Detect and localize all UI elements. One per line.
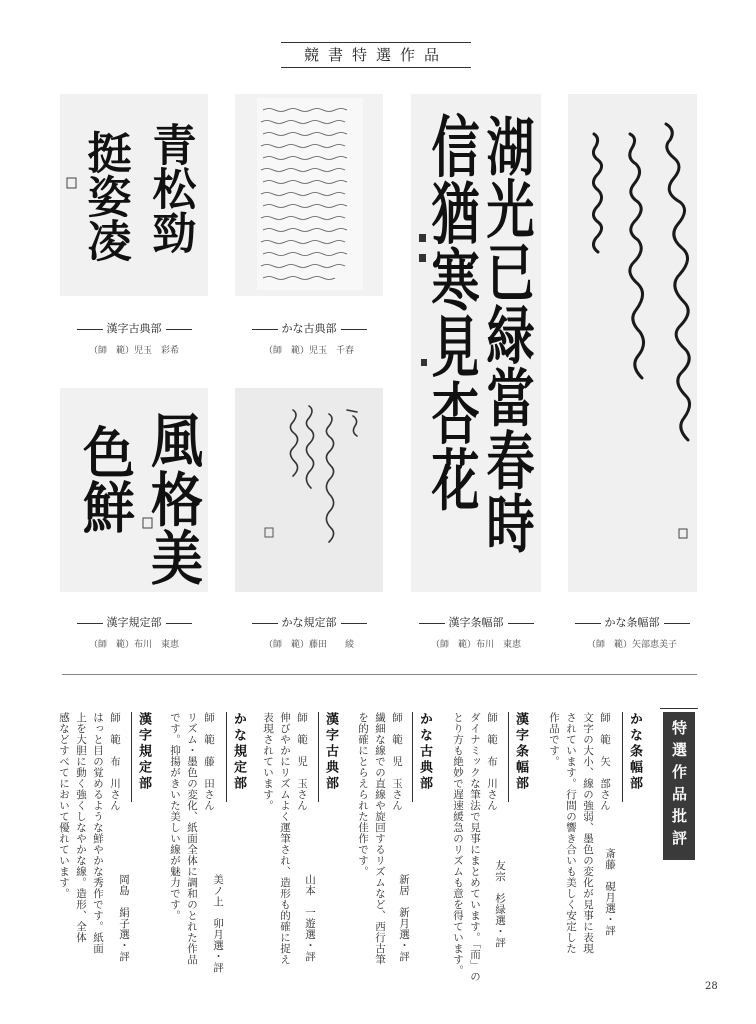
- caption-kana-classic: かな古典部: [235, 320, 383, 336]
- caption-kanji-classic: 漢字古典部: [60, 320, 208, 336]
- review-body-line: 文字の大小、線の強弱、墨色の変化が見事に表現: [582, 712, 594, 954]
- calligraphy-col-2: 信猶寒見杏花: [423, 112, 479, 400]
- review-recipient: 師 範 布 川さん: [486, 712, 498, 811]
- review-body-line: されています。行間の響き合いも美しく安定した: [565, 712, 577, 954]
- review-judge: 美ノ上 卯月選・評: [212, 874, 224, 973]
- review-body-line: 上を大胆に動く強くしなやかな線。造形、全体: [75, 712, 87, 943]
- teacher-kanji-kitei: （師 範）布川 東恵: [88, 640, 179, 650]
- review-body-line: を的確にとらえられた佳作です。: [357, 712, 369, 877]
- teacher-kana-classic: （師 範）児玉 千春: [263, 346, 354, 356]
- review-category: 漢字条幅部: [508, 712, 530, 802]
- caption-kana-kitei: かな規定部: [235, 614, 383, 630]
- review-judge: 斎藤 硯月選・評: [604, 848, 616, 936]
- review-heading-rule: [660, 708, 698, 709]
- review-category: 漢字古典部: [318, 712, 340, 802]
- review-body-line: リズム・墨色の変化、紙面全体に調和のとれた作品: [186, 712, 198, 965]
- review-recipient: 師 範 布 川さん: [109, 712, 121, 811]
- section-divider: [62, 674, 697, 675]
- review-category: かな条幅部: [622, 712, 644, 802]
- review-heading: 特選作品批評: [663, 712, 695, 860]
- artwork-kana-jofuku: [568, 94, 697, 592]
- caption-kanji-jofuku: 漢字条幅部: [401, 614, 551, 630]
- artwork-kanji-jofuku: [411, 94, 541, 592]
- review-recipient: 師 範 矢 部さん: [599, 712, 611, 811]
- review-judge: 岡島 絹子選・評: [118, 874, 130, 962]
- artwork-kanji-kitei: [60, 388, 208, 592]
- review-body-line: 繊細な線での直線や旋回するリズムなど、西行古筆: [374, 712, 386, 965]
- review-body-line: です。抑揚がきいた美しい線が魅力です。: [169, 712, 181, 921]
- review-body-line: 作品です。: [548, 712, 560, 767]
- artwork-kana-kitei: [235, 388, 383, 592]
- review-recipient: 師 範 児 玉さん: [296, 712, 308, 811]
- calligraphy-col-2: 挺姿凌: [79, 130, 131, 262]
- caption-kana-jofuku: かな条幅部: [558, 614, 706, 630]
- teacher-kana-kitei: （師 範）藤田 綾: [263, 640, 354, 650]
- page-title: 競書特選作品: [281, 42, 471, 68]
- calligraphy-col-1: 湖光已緑當春時: [478, 114, 534, 450]
- review-category: 漢字規定部: [131, 712, 153, 802]
- review-body-line: はっと目の覚めるような鮮やかな秀作です。紙面: [92, 712, 104, 954]
- teacher-kanji-classic: （師 範）児玉 彩希: [88, 346, 179, 356]
- caption-kanji-kitei: 漢字規定部: [60, 614, 208, 630]
- review-body-line: とり方も絶妙で遅速緩急のリズムも意を得ています。: [452, 712, 464, 976]
- review-judge: 山本 一遊選・評: [304, 874, 316, 962]
- artwork-kana-classic: [235, 94, 383, 296]
- review-body-line: 伸びやかにリズムよく運筆され、造形も的確に捉え: [279, 712, 291, 965]
- teacher-kanji-jofuku: （師 範）布川 東恵: [430, 640, 521, 650]
- calligraphy-col-1: 青松勁: [144, 122, 196, 254]
- page-number: 28: [705, 981, 718, 992]
- review-judge: 新居 新月選・評: [398, 874, 410, 962]
- review-body-line: 感などすべてにおいて優れています。: [58, 712, 70, 899]
- review-category: かな規定部: [226, 712, 248, 802]
- calligraphy-col-1: 風格美: [141, 410, 203, 566]
- calligraphy-col-2: 色鮮: [73, 424, 135, 528]
- review-recipient: 師 範 児 玉さん: [391, 712, 403, 811]
- review-body-line: 表現されています。: [262, 712, 274, 811]
- review-judge: 友宗 杉緑選・評: [494, 860, 506, 948]
- artwork-kanji-classic: [60, 94, 208, 296]
- teacher-kana-jofuku: （師 範）矢部恵美子: [586, 640, 677, 650]
- review-recipient: 師 範 藤 田さん: [203, 712, 215, 811]
- review-body-line: ダイナミックな筆法で見事にまとめています。「而」の: [469, 712, 481, 982]
- review-category: かな古典部: [412, 712, 434, 802]
